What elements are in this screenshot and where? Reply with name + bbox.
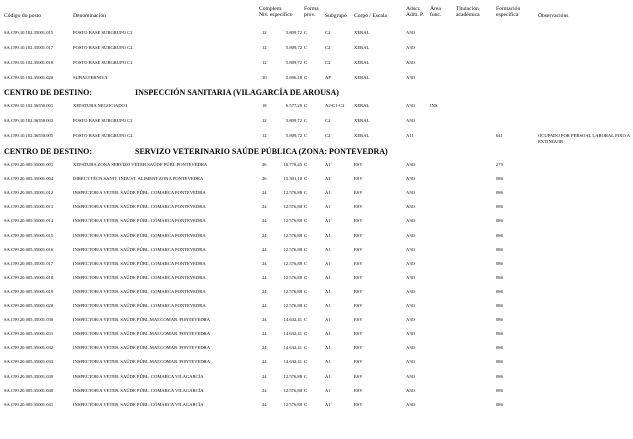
- cell-corpo-escala: ESV: [354, 246, 363, 252]
- cell-codigo: SA.C99.20.005.35001.031: [4, 331, 54, 337]
- cell-forma-prov: C: [304, 162, 308, 167]
- cell-nivel: 18: [262, 103, 267, 108]
- cell-adscr: A3O: [406, 303, 415, 308]
- cell-corpo-escala: XERAL: [354, 60, 370, 65]
- cell-corpo-escala: ESV: [354, 176, 363, 182]
- cell-subgrupo: A1: [325, 274, 331, 280]
- cell-subgrupo: AP: [325, 75, 331, 80]
- cell-corpo-escala: ESV: [354, 373, 363, 379]
- cell-codigo: SA.C99.20.005.35001.033: [4, 359, 54, 365]
- cell-adscr: A3O: [406, 162, 415, 167]
- cell-codigo: SA.C99.20.005.35001.032: [4, 345, 54, 351]
- cell-subgrupo: A1: [325, 204, 331, 210]
- column-header-denominacion: Denominación: [73, 13, 106, 19]
- cell-nivel: 24: [262, 274, 267, 280]
- cell-complemento: 12.576,88: [283, 274, 302, 280]
- cell-subgrupo: A1: [325, 373, 331, 379]
- column-header-formacion: Formación específica: [496, 6, 521, 19]
- cell-denominacion: INSPECTOR/A VETER. SAÚDE PÚBL. COMARCA PONTEVEDRA: [73, 303, 206, 308]
- cell-observacions: OCUPADO POR PERSOAL LABORAL FIXO A EXTINGUIR: [538, 133, 630, 144]
- cell-codigo: SA.C99.10.102.35001.015: [4, 30, 54, 35]
- cell-formacion: 086: [496, 345, 503, 351]
- table-row: [0, 303, 615, 313]
- table-row: [0, 162, 615, 172]
- cell-forma-prov: C: [304, 75, 308, 80]
- cell-complemento: 5.809,72: [285, 45, 302, 50]
- cell-formacion: 086: [496, 387, 503, 393]
- centro-destino-label: CENTRO DE DESTINO:: [4, 88, 93, 97]
- table-row: [0, 204, 615, 214]
- cell-subgrupo: C2: [325, 118, 331, 123]
- table-row: [0, 30, 615, 40]
- cell-complemento: 14.632,41: [283, 345, 302, 351]
- cell-denominacion: INSPECTOR/A VETER. SAÚDE PÚBL. COMARCA PONTEVEDRA: [73, 232, 206, 238]
- cell-forma-prov: C: [304, 30, 308, 35]
- cell-denominacion: INSPECTOR/A VETER. SAÚDE PÚBL.MAT.COMAR. PONTEVEDRA: [73, 317, 211, 323]
- cell-complemento: 12.576,88: [283, 218, 302, 224]
- cell-nivel: 24: [262, 260, 267, 266]
- table-row: [0, 103, 615, 113]
- cell-denominacion: INSPECTOR/A VETER. SAÚDE PÚBL.MAT.COMAR. PONTEVEDRA: [73, 345, 211, 351]
- cell-nivel: 24: [262, 373, 267, 379]
- cell-formacion: 086: [496, 317, 503, 323]
- cell-corpo-escala: ESV: [354, 190, 363, 196]
- cell-denominacion: POSTO BASE SUBGRUPO C2: [73, 133, 133, 138]
- cell-formacion: 086: [496, 303, 503, 308]
- cell-adscr: A3O: [406, 260, 415, 266]
- cell-subgrupo: A1: [325, 317, 331, 323]
- cell-complemento: 14.632,41: [283, 359, 302, 365]
- cell-corpo-escala: XERAL: [354, 75, 370, 80]
- cell-denominacion: XEFATURA NEGOCIADO I: [73, 103, 128, 108]
- cell-denominacion: INSPECTOR/A VETER. SAÚDE PÚBL. COMARCA VILAGARCÍA: [73, 373, 204, 379]
- cell-adscr: A11: [406, 133, 414, 138]
- cell-subgrupo: A1: [325, 162, 331, 167]
- cell-subgrupo: C2: [325, 60, 331, 65]
- cell-codigo: SA.C99.10.102.35001.017: [4, 45, 54, 50]
- cell-codigo: SA.C99.20.005.35001.019: [4, 288, 54, 294]
- cell-formacion: 641: [496, 133, 503, 138]
- cell-denominacion: SUBALTERNO/A: [73, 75, 108, 80]
- cell-codigo: SA.C99.20.005.35001.041: [4, 401, 54, 407]
- table-row: [0, 275, 615, 285]
- cell-complemento: 5.809,72: [285, 118, 302, 123]
- cell-codigo: SA.C99.20.005.35001.013: [4, 204, 54, 210]
- cell-forma-prov: C: [304, 60, 308, 65]
- cell-adscr: A3O: [406, 246, 415, 252]
- table-row: [0, 60, 615, 70]
- column-header-area: Área func.: [430, 6, 442, 19]
- cell-subgrupo: A1: [325, 260, 331, 266]
- cell-nivel: 24: [262, 401, 267, 407]
- cell-denominacion: DIRECT.TÉCN.SANIT. INDUST. ALIMENT.ZONA PONTEVEDRA: [73, 176, 204, 182]
- cell-forma-prov: C: [304, 288, 308, 294]
- cell-corpo-escala: ESV: [354, 274, 363, 280]
- table-row: [0, 247, 615, 257]
- cell-codigo: SA.C99.20.005.35001.015: [4, 232, 54, 238]
- cell-adscr: A3O: [406, 45, 415, 50]
- cell-complemento: 6.577,20: [285, 103, 302, 108]
- cell-corpo-escala: ESV: [354, 303, 363, 308]
- cell-complemento: 12.576,88: [283, 387, 302, 393]
- cell-complemento: 5.809,72: [285, 133, 302, 138]
- cell-nivel: 24: [262, 317, 267, 323]
- cell-formacion: 086: [496, 260, 503, 266]
- cell-forma-prov: C: [304, 218, 308, 224]
- cell-nivel: 12: [262, 30, 267, 35]
- cell-forma-prov: C: [304, 274, 308, 280]
- cell-corpo-escala: ESV: [354, 288, 363, 294]
- cell-nivel: 12: [262, 133, 267, 138]
- cell-subgrupo: C2: [325, 45, 331, 50]
- cell-codigo: SA.C99.20.005.35001.004: [4, 176, 54, 182]
- table-row: [0, 118, 615, 128]
- cell-codigo: SA.C99.10.102.35001.020: [4, 75, 54, 80]
- cell-subgrupo: A1: [325, 232, 331, 238]
- cell-adscr: A3O: [406, 288, 415, 294]
- table-row: [0, 133, 630, 144]
- table-row: [0, 331, 615, 341]
- cell-forma-prov: C: [304, 345, 308, 351]
- cell-complemento: 14.632,41: [283, 331, 302, 337]
- cell-denominacion: POSTO BASE SUBGRUPO C2: [73, 45, 133, 50]
- cell-complemento: 12.576,88: [283, 303, 302, 308]
- cell-denominacion: INSPECTOR/A VETER. SAÚDE PÚBL. COMARCA PONTEVEDRA: [73, 288, 206, 294]
- cell-denominacion: POSTO BASE SUBGRUPO C2: [73, 118, 133, 123]
- cell-denominacion: INSPECTOR/A VETER. SAÚDE PÚBL. COMARCA PONTEVEDRA: [73, 246, 206, 252]
- cell-forma-prov: C: [304, 133, 308, 138]
- cell-complemento: 15.301,10: [283, 176, 302, 182]
- cell-codigo: SA.C99.20.005.35001.017: [4, 260, 54, 266]
- cell-adscr: A3O: [406, 218, 415, 224]
- cell-denominacion: POSTO BASE SUBGRUPO C2: [73, 60, 133, 65]
- cell-formacion: 086: [496, 232, 503, 238]
- cell-adscr: A3O: [406, 317, 415, 323]
- cell-formacion: 086: [496, 204, 503, 210]
- cell-adscr: A3O: [406, 30, 415, 35]
- cell-adscr: A3O: [406, 118, 415, 123]
- cell-nivel: 26: [262, 176, 267, 182]
- table-row: [0, 289, 615, 299]
- cell-denominacion: INSPECTOR/A VETER. SAÚDE PÚBL. COMARCA VILAGARCÍA: [73, 401, 204, 407]
- table-row: [0, 190, 615, 200]
- cell-formacion: 086: [496, 246, 503, 252]
- cell-denominacion: INSPECTOR/A VETER. SAÚDE PÚBL. COMARCA PONTEVEDRA: [73, 204, 206, 210]
- cell-subgrupo: A1: [325, 288, 331, 294]
- cell-forma-prov: C: [304, 246, 308, 252]
- cell-corpo-escala: ESV: [354, 232, 363, 238]
- cell-denominacion: INSPECTOR/A VETER. SAÚDE PÚBL.MAT.COMAR. PONTEVEDRA: [73, 359, 211, 365]
- cell-forma-prov: C: [304, 260, 308, 266]
- cell-forma-prov: C: [304, 387, 308, 393]
- cell-forma-prov: C: [304, 232, 308, 238]
- column-header-subgrupo: Subgrupo: [325, 13, 347, 19]
- cell-forma-prov: C: [304, 204, 308, 210]
- cell-codigo: SA.C99.10.102.36550.003: [4, 118, 54, 123]
- table-row: [0, 75, 615, 85]
- cell-formacion: 086: [496, 288, 503, 294]
- cell-codigo: SA.C99.10.102.36550.005: [4, 133, 54, 138]
- cell-forma-prov: C: [304, 303, 308, 308]
- cell-nivel: 24: [262, 359, 267, 365]
- centro-destino-label: CENTRO DE DESTINO:: [4, 147, 93, 156]
- cell-complemento: 12.576,88: [283, 373, 302, 379]
- cell-corpo-escala: XERAL: [354, 103, 370, 108]
- cell-codigo: SA.C99.20.005.35001.040: [4, 387, 54, 393]
- column-header-forma-prov: Forma prov.: [304, 6, 319, 19]
- cell-complemento: 12.576,88: [283, 190, 302, 196]
- cell-forma-prov: C: [304, 359, 308, 365]
- cell-forma-prov: C: [304, 176, 308, 182]
- cell-complemento: 5.809,72: [285, 60, 302, 65]
- cell-adscr: A3O: [406, 75, 415, 80]
- cell-nivel: 24: [262, 218, 267, 224]
- table-row: [0, 176, 615, 186]
- cell-corpo-escala: ESV: [354, 317, 363, 323]
- cell-adscr: A3O: [406, 331, 415, 337]
- cell-codigo: SA.C99.20.005.35001.001: [4, 162, 54, 167]
- cell-denominacion: INSPECTOR/A VETER. SAÚDE PÚBL.MAT.COMAR. PONTEVEDRA: [73, 331, 211, 337]
- table-row: [0, 345, 615, 355]
- cell-complemento: 16.778,45: [283, 162, 302, 167]
- table-row: [0, 45, 615, 55]
- cell-adscr: A3O: [406, 387, 415, 393]
- cell-formacion: 086: [496, 359, 503, 365]
- column-header-observacions: Observacións: [538, 13, 569, 19]
- cell-nivel: 24: [262, 345, 267, 351]
- cell-complemento: 12.576,88: [283, 204, 302, 210]
- table-row: [0, 402, 615, 412]
- cell-adscr: A3O: [406, 232, 415, 238]
- cell-complemento: 5.696,18: [285, 75, 302, 80]
- table-row: [0, 359, 615, 369]
- column-header-corpo-escala: Corpo / Escala: [354, 13, 387, 19]
- cell-forma-prov: C: [304, 317, 308, 323]
- cell-nivel: 24: [262, 303, 267, 308]
- cell-adscr: A3O: [406, 204, 415, 210]
- cell-forma-prov: C: [304, 118, 308, 123]
- cell-adscr: A3O: [406, 401, 415, 407]
- cell-adscr: A3O: [406, 176, 415, 182]
- cell-adscr: A3O: [406, 190, 415, 196]
- cell-formacion: 086: [496, 373, 503, 379]
- cell-corpo-escala: ESV: [354, 387, 363, 393]
- cell-formacion: 086: [496, 331, 503, 337]
- cell-subgrupo: A1: [325, 345, 331, 351]
- centro-destino-name: SERVIZO VETERINARIO SAÚDE PÚBLICA (ZONA: PONTEVEDRA): [135, 147, 388, 156]
- cell-nivel: 24: [262, 288, 267, 294]
- table-row: [0, 317, 615, 327]
- table-row: [0, 388, 615, 398]
- cell-nivel: 26: [262, 162, 267, 167]
- cell-corpo-escala: XERAL: [354, 118, 370, 123]
- cell-subgrupo: A1: [325, 331, 331, 337]
- cell-subgrupo: A1: [325, 246, 331, 252]
- cell-corpo-escala: XERAL: [354, 45, 370, 50]
- cell-subgrupo: A1: [325, 387, 331, 393]
- cell-formacion: 086: [496, 176, 503, 182]
- cell-corpo-escala: ESV: [354, 260, 363, 266]
- cell-codigo: SA.C99.20.005.35001.030: [4, 317, 54, 323]
- cell-codigo: SA.C99.10.102.36550.001: [4, 103, 54, 108]
- cell-corpo-escala: ESV: [354, 162, 363, 167]
- cell-nivel: 24: [262, 190, 267, 196]
- cell-nivel: 12: [262, 118, 267, 123]
- cell-adscr: A3O: [406, 345, 415, 351]
- cell-denominacion: INSPECTOR/A VETER. SAÚDE PÚBL. COMARCA VILAGARCÍA: [73, 387, 204, 393]
- cell-forma-prov: C: [304, 401, 308, 407]
- cell-nivel: 12: [262, 45, 267, 50]
- cell-corpo-escala: XERAL: [354, 133, 370, 138]
- cell-codigo: SA.C99.20.005.35001.020: [4, 303, 54, 308]
- cell-adscr: A3O: [406, 60, 415, 65]
- cell-complemento: 12.576,88: [283, 260, 302, 266]
- cell-nivel: 24: [262, 331, 267, 337]
- cell-complemento: 12.576,88: [283, 232, 302, 238]
- cell-subgrupo: A1: [325, 359, 331, 365]
- cell-nivel: 10: [262, 75, 267, 80]
- cell-nivel: 24: [262, 204, 267, 210]
- cell-codigo: SA.C99.20.005.35001.018: [4, 274, 54, 280]
- cell-formacion: 086: [496, 218, 503, 224]
- cell-subgrupo: A1: [325, 190, 331, 196]
- cell-codigo: SA.C99.20.005.35001.016: [4, 246, 54, 252]
- cell-adscr: A3O: [406, 373, 415, 379]
- cell-nivel: 24: [262, 246, 267, 252]
- cell-corpo-escala: ESV: [354, 345, 363, 351]
- column-header-codigo: Código do posto: [4, 13, 41, 19]
- cell-complemento: 14.632,41: [283, 317, 302, 323]
- cell-denominacion: INSPECTOR/A VETER. SAÚDE PÚBL. COMARCA PONTEVEDRA: [73, 274, 206, 280]
- cell-subgrupo: A1: [325, 401, 331, 407]
- cell-subgrupo: A1: [325, 303, 331, 308]
- cell-adscr: A3O: [406, 359, 415, 365]
- table-row: [0, 233, 615, 243]
- table-row: [0, 218, 615, 228]
- cell-complemento: 12.576,88: [283, 288, 302, 294]
- cell-corpo-escala: ESV: [354, 218, 363, 224]
- cell-corpo-escala: ESV: [354, 331, 363, 337]
- cell-subgrupo: A2-C1-C2: [325, 103, 345, 108]
- cell-formacion: 086: [496, 190, 503, 196]
- cell-forma-prov: C: [304, 331, 308, 337]
- cell-formacion: 273: [496, 162, 503, 167]
- cell-formacion: 086: [496, 401, 503, 407]
- cell-formacion: 086: [496, 274, 503, 280]
- cell-subgrupo: A1: [325, 218, 331, 224]
- cell-adscr: A3O: [406, 274, 415, 280]
- cell-forma-prov: C: [304, 45, 308, 50]
- cell-denominacion: INSPECTOR/A VETER. SAÚDE PÚBL. COMARCA PONTEVEDRA: [73, 218, 206, 224]
- cell-complemento: 12.576,88: [283, 246, 302, 252]
- cell-complemento: 5.809,72: [285, 30, 302, 35]
- cell-codigo: SA.C99.10.102.35001.018: [4, 60, 54, 65]
- cell-subgrupo: C2: [325, 133, 331, 138]
- cell-forma-prov: C: [304, 373, 308, 379]
- cell-corpo-escala: XERAL: [354, 30, 370, 35]
- cell-codigo: SA.C99.20.005.35001.039: [4, 373, 54, 379]
- cell-area: INS: [430, 103, 438, 108]
- cell-corpo-escala: ESV: [354, 204, 363, 210]
- column-header-titulacion: Titulación académica: [456, 6, 480, 19]
- table-row: [0, 261, 615, 271]
- cell-denominacion: POSTO BASE SUBGRUPO C2: [73, 30, 133, 35]
- cell-codigo: SA.C99.20.005.35001.014: [4, 218, 54, 224]
- cell-corpo-escala: ESV: [354, 401, 363, 407]
- cell-adscr: A3O: [406, 103, 415, 108]
- cell-corpo-escala: ESV: [354, 359, 363, 365]
- cell-forma-prov: C: [304, 190, 308, 196]
- cell-subgrupo: C2: [325, 30, 331, 35]
- column-header-adscr: Adscr. Adm. P.: [406, 6, 424, 19]
- table-row: [0, 374, 615, 384]
- cell-nivel: 24: [262, 232, 267, 238]
- cell-denominacion: INSPECTOR/A VETER. SAÚDE PÚBL. COMARCA PONTEVEDRA: [73, 190, 206, 196]
- cell-forma-prov: C: [304, 103, 308, 108]
- cell-complemento: 12.576,88: [283, 401, 302, 407]
- cell-nivel: 12: [262, 60, 267, 65]
- cell-subgrupo: A1: [325, 176, 331, 182]
- cell-codigo: SA.C99.20.005.35001.012: [4, 190, 54, 196]
- cell-denominacion: INSPECTOR/A VETER. SAÚDE PÚBL. COMARCA PONTEVEDRA: [73, 260, 206, 266]
- column-header-complemento: Complem. Niv. específico: [259, 6, 293, 19]
- cell-denominacion: XEFATURA ZONA SERVIZO VETER.SAÚDE PÚBL.PONTEVEDRA: [73, 162, 208, 167]
- centro-destino-name: INSPECCIÓN SANITARIA (VILAGARCÍA DE AROUSA): [135, 88, 339, 97]
- cell-nivel: 24: [262, 387, 267, 393]
